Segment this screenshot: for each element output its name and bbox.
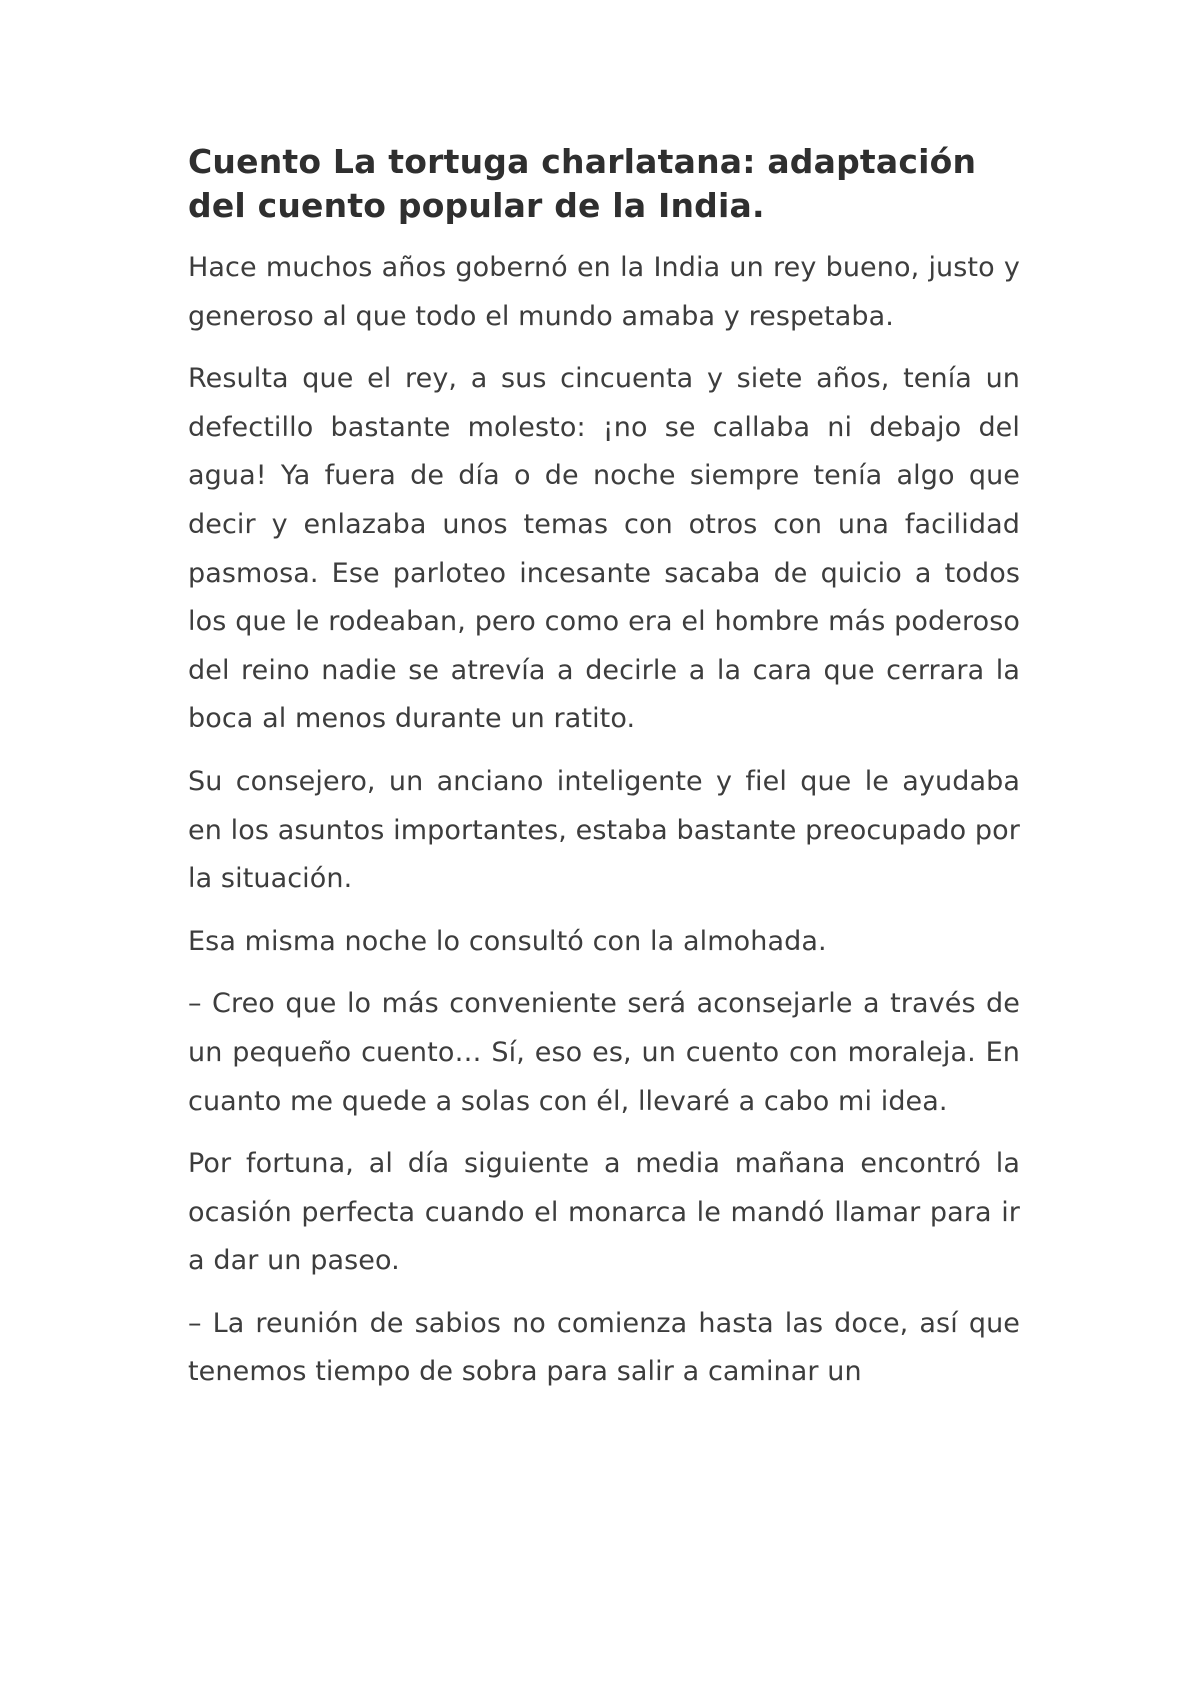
- paragraph: – Creo que lo más conveniente será aconsejarle a través de un pequeño cuento… Sí, eso es, un cuento con moraleja. En cuanto me quede a solas con él, llevaré a cabo mi idea.: [188, 988, 1020, 1117]
- paragraph: – La reunión de sabios no comienza hasta las doce, así que tenemos tiempo de sobra para salir a caminar un: [188, 1307, 1020, 1388]
- document-page: [188, 140, 1020, 1411]
- paragraph: Hace muchos años gobernó en la India un rey bueno, justo y generoso al que todo el mundo amaba y respetaba.: [188, 252, 1020, 332]
- paragraph: Esa misma noche lo consultó con la almohada.: [188, 925, 827, 957]
- paragraph: Su consejero, un anciano inteligente y fiel que le ayudaba en los asuntos importantes, estaba bastante preocupado por la situación.: [188, 765, 1020, 895]
- document-title: Cuento La tortuga charlatana: adaptación del cuento popular de la India.: [188, 142, 977, 225]
- paragraph: Resulta que el rey, a sus cincuenta y siete años, tenía un defectillo bastante molesto: ¡no se callaba ni debajo del agua! Ya fuera de día o de noche siempre tenía algo que decir y enlazaba unos temas con otros con una facilidad pasmosa. Ese parloteo incesante sacaba de quicio a todos los que le rodeaban, pero como era el hombre más poderoso del reino nadie se atrevía a decirle a la cara que cerrara la boca al menos durante un ratito.: [188, 363, 1020, 735]
- paragraph: Por fortuna, al día siguiente a media mañana encontró la ocasión perfecta cuando el monarca le mandó llamar para ir a dar un paseo.: [188, 1148, 1020, 1277]
